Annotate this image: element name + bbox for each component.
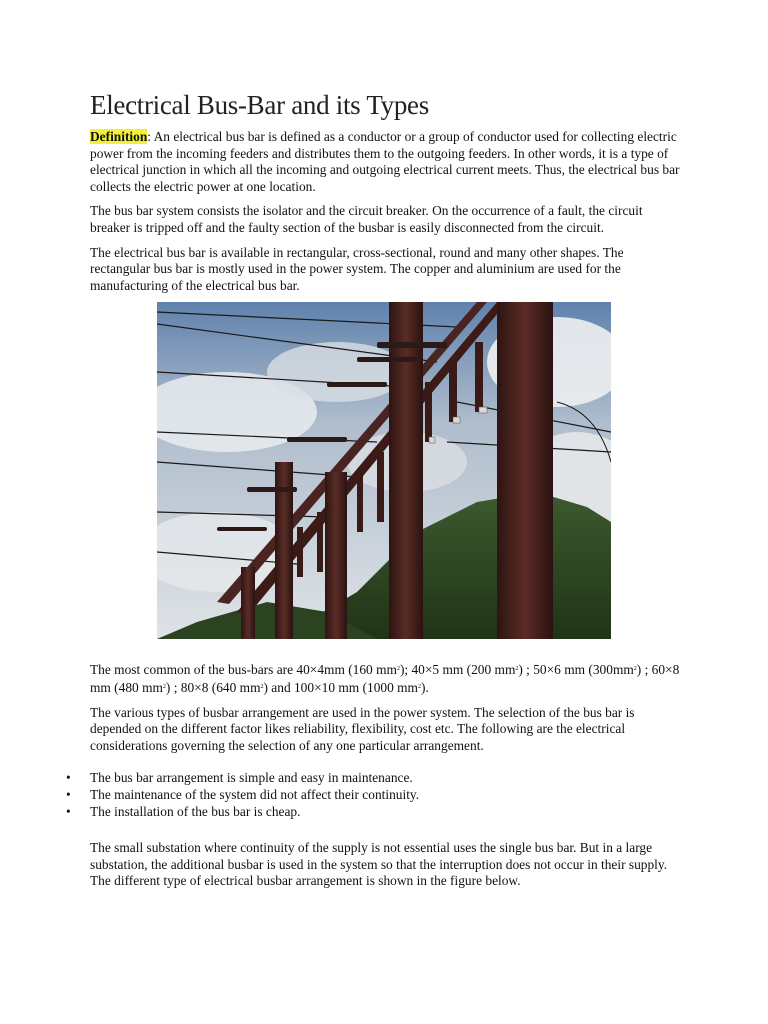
sizes-part-6: ) and 100×10 mm (1000 mm (263, 679, 418, 695)
list-item-text: The maintenance of the system did not affect their continuity. (90, 786, 420, 802)
sup-2-a: 2 (396, 666, 400, 673)
sizes-part-4: ) ; 60×8 mm (480 mm (90, 662, 680, 695)
page-title: Electrical Bus-Bar and its Types (90, 90, 429, 120)
definition-label: Definition (90, 129, 148, 144)
busbar-sizes-paragraph (90, 661, 680, 696)
list-item (66, 803, 680, 821)
bullet-icon: • (66, 786, 71, 802)
definition-text: : An electrical bus bar is defined as a conductor or a group of conductor used for collecting electric power from the incoming feeders and distributes them to the outgoing feeders. In other words, it is a type of electrical junction in which all the incoming and outgoing electrical current meets. Thus, the electrical bus bar collects the electric power at one location. (90, 129, 680, 194)
bullet-icon: • (66, 770, 71, 786)
sizes-part-3: ) ; 50×6 mm (300mm (518, 662, 634, 678)
sup-2-c: 2 (633, 666, 637, 673)
sizes-part-1: The most common of the bus-bars are 40×4mm (160 mm (90, 662, 397, 678)
paragraph-shapes: The electrical bus bar is available in rectangular, cross-sectional, round and many other shapes. The rectangular bus bar is mostly used in the power system. The copper and aluminium are used for the manufacturing of the electrical bus bar. (90, 244, 624, 293)
sup-2-d: 2 (162, 683, 166, 690)
sup-2-e: 2 (260, 683, 264, 690)
sup-2-f: 2 (417, 683, 421, 690)
considerations-list (66, 770, 680, 820)
definition-paragraph (90, 129, 680, 195)
substation-photo (157, 302, 611, 639)
sizes-part-7: ). (420, 679, 429, 695)
list-item-text: The bus bar arrangement is simple and easy in maintenance. (90, 770, 413, 786)
sizes-part-2: ); 40×5 mm (200 mm (399, 662, 516, 678)
sup-2-b: 2 (515, 666, 519, 673)
paragraph-arrangement: The various types of busbar arrangement are used in the power system. The selection of the bus bar is depended on the different factor likes reliability, flexibility, cost etc. The following are the electrical considerations governing the selection of any one particular arrangement. (90, 704, 635, 753)
paragraph-isolator: The bus bar system consists the isolator and the circuit breaker. On the occurrence of a fault, the circuit breaker is tripped off and the faulty section of the busbar is easily disconnected from the circuit. (90, 203, 643, 235)
paragraph-substation: The small substation where continuity of the supply is not essential uses the single bus bar. But in a large substation, the additional busbar is used in the system so that the interruption does not occur in their supply. The different type of electrical busbar arrangement is shown in the figure below. (90, 840, 668, 889)
document-content (66, 90, 680, 898)
list-item (66, 770, 680, 787)
list-item-text: The installation of the bus bar is cheap. (90, 803, 301, 819)
list-item (66, 786, 680, 804)
sizes-part-5: ) ; 80×8 (640 mm (165, 679, 261, 695)
bullet-icon: • (66, 803, 71, 819)
